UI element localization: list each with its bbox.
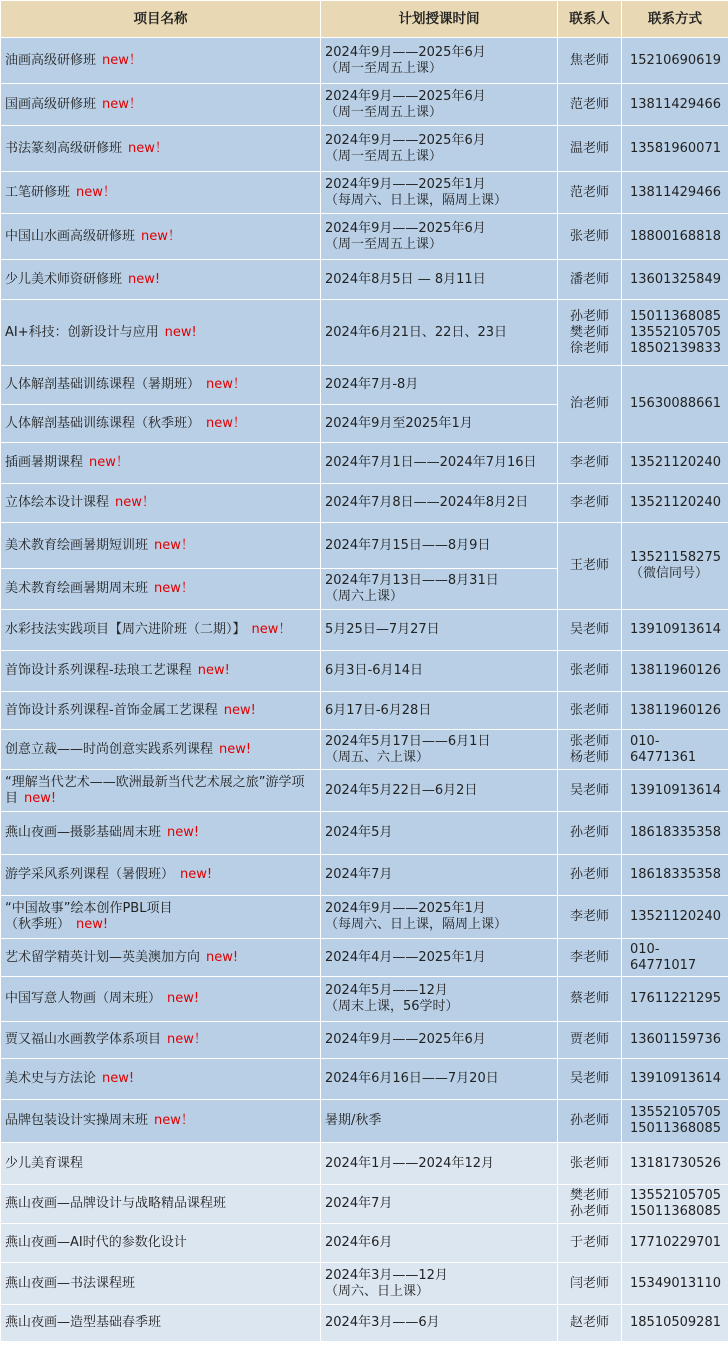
table-row — [1, 730, 728, 770]
table-row — [1, 84, 728, 126]
new-badge: new! — [24, 790, 57, 806]
project-name-cell — [1, 84, 321, 126]
new-badge: new! — [76, 917, 109, 932]
project-name: 燕山夜画—品牌设计与战略精品课程班 — [5, 1196, 227, 1211]
contact-person-cell: 贾老师 — [558, 1022, 622, 1059]
project-name-cell — [1, 443, 321, 484]
table-row — [1, 939, 728, 977]
project-name: 艺术留学精英计划—英美澳加方向 — [5, 949, 201, 965]
contact-person-cell: 李老师 — [558, 484, 622, 523]
table-row — [1, 523, 728, 569]
table-row — [1, 812, 728, 855]
table-row — [1, 855, 728, 896]
phone-cell: 010-64771361 — [622, 730, 728, 770]
contact-person-cell: 潘老师 — [558, 260, 622, 300]
project-name: 美术教育绘画暑期周末班 — [5, 581, 149, 596]
phone-cell: 13910913614 — [622, 770, 728, 812]
phone-cell: 13181730526 — [622, 1143, 728, 1185]
project-name: 人体解剖基础训练课程（秋季班） — [5, 415, 201, 431]
project-name: 立体绘本设计课程 — [5, 495, 110, 510]
schedule-cell: 2024年9月——2025年6月 （周一至周五上课） — [321, 38, 558, 84]
schedule-cell: 2024年5月17日——6月1日 （周五、六上课） — [321, 730, 558, 770]
phone-cell: 15210690619 — [622, 38, 728, 84]
project-name-cell — [1, 405, 321, 443]
phone-cell: 13811429466 — [622, 84, 728, 126]
schedule-cell: 2024年9月——2025年6月 — [321, 1022, 558, 1059]
project-name-cell — [1, 38, 321, 84]
project-name-cell — [1, 610, 321, 651]
table-row — [1, 126, 728, 172]
new-badge: new！ — [154, 581, 194, 596]
contact-person-cell: 张老师 — [558, 651, 622, 692]
table-row — [1, 1224, 728, 1263]
project-name-cell — [1, 651, 321, 692]
contact-person-cell: 李老师 — [558, 443, 622, 484]
header-contact-info: 联系方式 — [622, 1, 728, 38]
phone-cell: 13521120240 — [622, 443, 728, 484]
contact-person-cell: 张老师 杨老师 — [558, 730, 622, 770]
project-name-cell — [1, 1100, 321, 1143]
project-name-cell — [1, 172, 321, 214]
table-row — [1, 692, 728, 730]
schedule-cell: 2024年4月——2025年1月 — [321, 939, 558, 977]
table-row — [1, 1185, 728, 1224]
contact-person-cell: 孙老师 — [558, 1100, 622, 1143]
project-name: 首饰设计系列课程-首饰金属工艺课程 — [5, 702, 218, 718]
contact-person-cell: 治老师 — [558, 366, 622, 443]
project-name: 国画高级研修班 — [5, 96, 97, 112]
new-badge: new! — [206, 949, 239, 965]
phone-cell: 18618335358 — [622, 812, 728, 855]
table-row — [1, 172, 728, 214]
project-name: 燕山夜画—AI时代的参数化设计 — [5, 1235, 187, 1250]
phone-cell: 15011368085 13552105705 18502139833 — [622, 300, 728, 366]
table-row — [1, 1059, 728, 1100]
new-badge: new！ — [128, 140, 168, 156]
schedule-cell: 2024年8月5日 — 8月11日 — [321, 260, 558, 300]
schedule-cell: 2024年9月——2025年1月 （每周六、日上课，隔周上课） — [321, 896, 558, 939]
phone-cell: 13811960126 — [622, 651, 728, 692]
phone-cell: 18800168818 — [622, 214, 728, 260]
schedule-cell: 6月3日-6月14日 — [321, 651, 558, 692]
project-name-cell — [1, 1022, 321, 1059]
contact-person-cell: 于老师 — [558, 1224, 622, 1263]
table-row — [1, 484, 728, 523]
new-badge: new! — [167, 825, 200, 840]
schedule-cell: 暑期/秋季 — [321, 1100, 558, 1143]
project-name-cell — [1, 484, 321, 523]
new-badge: new！ — [89, 455, 129, 470]
table-row — [1, 260, 728, 300]
contact-person-cell: 范老师 — [558, 84, 622, 126]
contact-person-cell: 吴老师 — [558, 770, 622, 812]
project-name: 游学采风系列课程（暑假班） — [5, 867, 175, 882]
phone-cell: 13910913614 — [622, 610, 728, 651]
new-badge: new！ — [76, 184, 116, 200]
project-name-cell — [1, 569, 321, 610]
header-project-name: 项目名称 — [1, 1, 321, 38]
phone-cell: 17611221295 — [622, 977, 728, 1022]
project-name-cell — [1, 1185, 321, 1224]
contact-person-cell: 温老师 — [558, 126, 622, 172]
phone-cell: 15349013110 — [622, 1263, 728, 1305]
project-name: 工笔研修班 — [5, 184, 71, 200]
contact-person-cell: 吴老师 — [558, 1059, 622, 1100]
project-name: 油画高级研修班 — [5, 52, 97, 68]
contact-person-cell: 焦老师 — [558, 38, 622, 84]
project-name-cell — [1, 126, 321, 172]
table-row — [1, 1100, 728, 1143]
project-name-cell — [1, 214, 321, 260]
project-name: “理解当代艺术——欧洲最新当代艺术展之旅”游学项目 — [5, 774, 305, 806]
schedule-cell: 2024年9月——2025年6月 （周一至周五上课） — [321, 84, 558, 126]
contact-person-cell: 李老师 — [558, 896, 622, 939]
contact-person-cell: 张老师 — [558, 692, 622, 730]
project-name-cell — [1, 366, 321, 405]
project-name-cell — [1, 896, 321, 939]
phone-cell: 13811429466 — [622, 172, 728, 214]
schedule-cell: 2024年5月 — [321, 812, 558, 855]
schedule-cell: 2024年9月——2025年6月 （周一至周五上课） — [321, 214, 558, 260]
schedule-cell: 2024年5月——12月 （周末上课，56学时） — [321, 977, 558, 1022]
project-name: “中国故事”绘本创作PBL项目 （秋季班） — [5, 901, 173, 932]
new-badge: new! — [197, 663, 230, 678]
schedule-cell: 2024年7月8日——2024年8月2日 — [321, 484, 558, 523]
table-row — [1, 1263, 728, 1305]
phone-cell: 13910913614 — [622, 1059, 728, 1100]
table-row — [1, 1305, 728, 1342]
schedule-cell: 2024年6月21日、22日、23日 — [321, 300, 558, 366]
table-row — [1, 651, 728, 692]
schedule-cell: 2024年9月——2025年1月 （每周六、日上课，隔周上课） — [321, 172, 558, 214]
phone-cell: 18618335358 — [622, 855, 728, 896]
phone-cell: 13581960071 — [622, 126, 728, 172]
project-name: 燕山夜画—书法课程班 — [5, 1275, 136, 1291]
contact-person-cell: 蔡老师 — [558, 977, 622, 1022]
new-badge: new! — [128, 271, 161, 287]
table-row — [1, 1143, 728, 1185]
project-name: 书法篆刻高级研修班 — [5, 140, 123, 156]
project-name: 品牌包装设计实操周末班 — [5, 1113, 149, 1128]
phone-cell: 13521120240 — [622, 484, 728, 523]
project-name-cell — [1, 1305, 321, 1342]
contact-person-cell: 孙老师 樊老师 徐老师 — [558, 300, 622, 366]
schedule-cell: 6月17日-6月28日 — [321, 692, 558, 730]
schedule-cell: 2024年7月 — [321, 1185, 558, 1224]
project-name: 美术史与方法论 — [5, 1071, 97, 1086]
project-name-cell — [1, 260, 321, 300]
new-badge: new！ — [102, 52, 142, 68]
contact-person-cell: 李老师 — [558, 939, 622, 977]
schedule-cell: 2024年7月13日——8月31日 （周六上课） — [321, 569, 558, 610]
phone-cell: 17710229701 — [622, 1224, 728, 1263]
contact-person-cell: 赵老师 — [558, 1305, 622, 1342]
phone-cell: 13552105705 15011368085 — [622, 1100, 728, 1143]
project-name-cell — [1, 523, 321, 569]
contact-person-cell: 孙老师 — [558, 855, 622, 896]
schedule-cell: 2024年6月 — [321, 1224, 558, 1263]
new-badge: new！ — [141, 228, 181, 244]
new-badge: new! — [167, 991, 200, 1006]
table-row — [1, 443, 728, 484]
table-row — [1, 770, 728, 812]
new-badge: new！ — [115, 495, 155, 510]
project-name-cell — [1, 939, 321, 977]
table-row — [1, 366, 728, 405]
header-contact-person: 联系人 — [558, 1, 622, 38]
new-badge: new！ — [206, 377, 246, 392]
contact-person-cell: 孙老师 — [558, 812, 622, 855]
project-name-cell — [1, 730, 321, 770]
phone-cell: 13521158275 （微信同号） — [622, 523, 728, 610]
contact-person-cell: 吴老师 — [558, 610, 622, 651]
schedule-cell: 2024年7月 — [321, 855, 558, 896]
schedule-cell: 2024年7月1日——2024年7月16日 — [321, 443, 558, 484]
phone-cell: 13552105705 15011368085 — [622, 1185, 728, 1224]
project-name: 中国山水画高级研修班 — [5, 228, 136, 244]
table-row — [1, 610, 728, 651]
new-badge: new! — [223, 702, 256, 718]
project-name: 贾又福山水画教学体系项目 — [5, 1032, 162, 1047]
project-name-cell — [1, 977, 321, 1022]
project-name-cell — [1, 692, 321, 730]
table-body — [1, 38, 728, 1342]
phone-cell: 13601159736 — [622, 1022, 728, 1059]
project-name: 首饰设计系列课程-珐琅工艺课程 — [5, 663, 192, 678]
project-name: 人体解剖基础训练课程（暑期班） — [5, 377, 201, 392]
schedule-cell: 2024年9月——2025年6月 （周一至周五上课） — [321, 126, 558, 172]
table-row — [1, 977, 728, 1022]
new-badge: new！ — [206, 415, 246, 431]
table-row — [1, 896, 728, 939]
table-row — [1, 300, 728, 366]
schedule-cell: 2024年7月-8月 — [321, 366, 558, 405]
schedule-cell: 2024年6月16日——7月20日 — [321, 1059, 558, 1100]
contact-person-cell: 王老师 — [558, 523, 622, 610]
project-name: 水彩技法实践项目【周六进阶班（二期）】 — [5, 622, 246, 637]
header-row — [1, 1, 728, 38]
phone-cell: 18510509281 — [622, 1305, 728, 1342]
schedule-cell: 2024年3月——6月 — [321, 1305, 558, 1342]
project-name-cell — [1, 300, 321, 366]
new-badge: new！ — [102, 96, 142, 112]
project-name: 少儿美术师资研修班 — [5, 271, 123, 287]
contact-person-cell: 闫老师 — [558, 1263, 622, 1305]
contact-person-cell: 张老师 — [558, 214, 622, 260]
new-badge: new! — [219, 741, 252, 757]
new-badge: new! — [164, 324, 197, 340]
table-row — [1, 1022, 728, 1059]
phone-cell: 13811960126 — [622, 692, 728, 730]
new-badge: new! — [180, 867, 213, 882]
phone-cell: 010-64771017 — [622, 939, 728, 977]
project-name-cell — [1, 1263, 321, 1305]
phone-cell: 15630088661 — [622, 366, 728, 443]
new-badge: new！ — [154, 1113, 194, 1128]
new-badge: new！ — [154, 537, 194, 553]
project-name: 少儿美育课程 — [5, 1155, 84, 1171]
project-name: 中国写意人物画（周末班） — [5, 991, 162, 1006]
schedule-cell: 2024年1月——2024年12月 — [321, 1143, 558, 1185]
contact-person-cell: 樊老师 孙老师 — [558, 1185, 622, 1224]
phone-cell: 13521120240 — [622, 896, 728, 939]
phone-cell: 13601325849 — [622, 260, 728, 300]
project-name: 创意立裁——时尚创意实践系列课程 — [5, 741, 214, 757]
project-name: 燕山夜画—造型基础春季班 — [5, 1315, 162, 1330]
project-name-cell — [1, 770, 321, 812]
header-schedule: 计划授课时间 — [321, 1, 558, 38]
project-name: 燕山夜画—摄影基础周末班 — [5, 825, 162, 840]
project-name-cell — [1, 1143, 321, 1185]
project-name: 插画暑期课程 — [5, 455, 84, 470]
new-badge: new！ — [167, 1032, 207, 1047]
schedule-cell: 2024年9月至2025年1月 — [321, 405, 558, 443]
project-name-cell — [1, 812, 321, 855]
contact-person-cell: 张老师 — [558, 1143, 622, 1185]
new-badge: new！ — [251, 622, 292, 637]
schedule-cell: 2024年3月——12月 （周六、日上课） — [321, 1263, 558, 1305]
schedule-cell: 5月25日—7月27日 — [321, 610, 558, 651]
table-row — [1, 214, 728, 260]
project-name: AI+科技：创新设计与应用 — [5, 324, 159, 340]
new-badge: new! — [102, 1071, 135, 1086]
project-name-cell — [1, 855, 321, 896]
table-row — [1, 38, 728, 84]
schedule-cell: 2024年7月15日——8月9日 — [321, 523, 558, 569]
project-name-cell — [1, 1059, 321, 1100]
project-name-cell — [1, 1224, 321, 1263]
contact-person-cell: 范老师 — [558, 172, 622, 214]
project-name: 美术教育绘画暑期短训班 — [5, 537, 149, 553]
schedule-cell: 2024年5月22日—6月2日 — [321, 770, 558, 812]
